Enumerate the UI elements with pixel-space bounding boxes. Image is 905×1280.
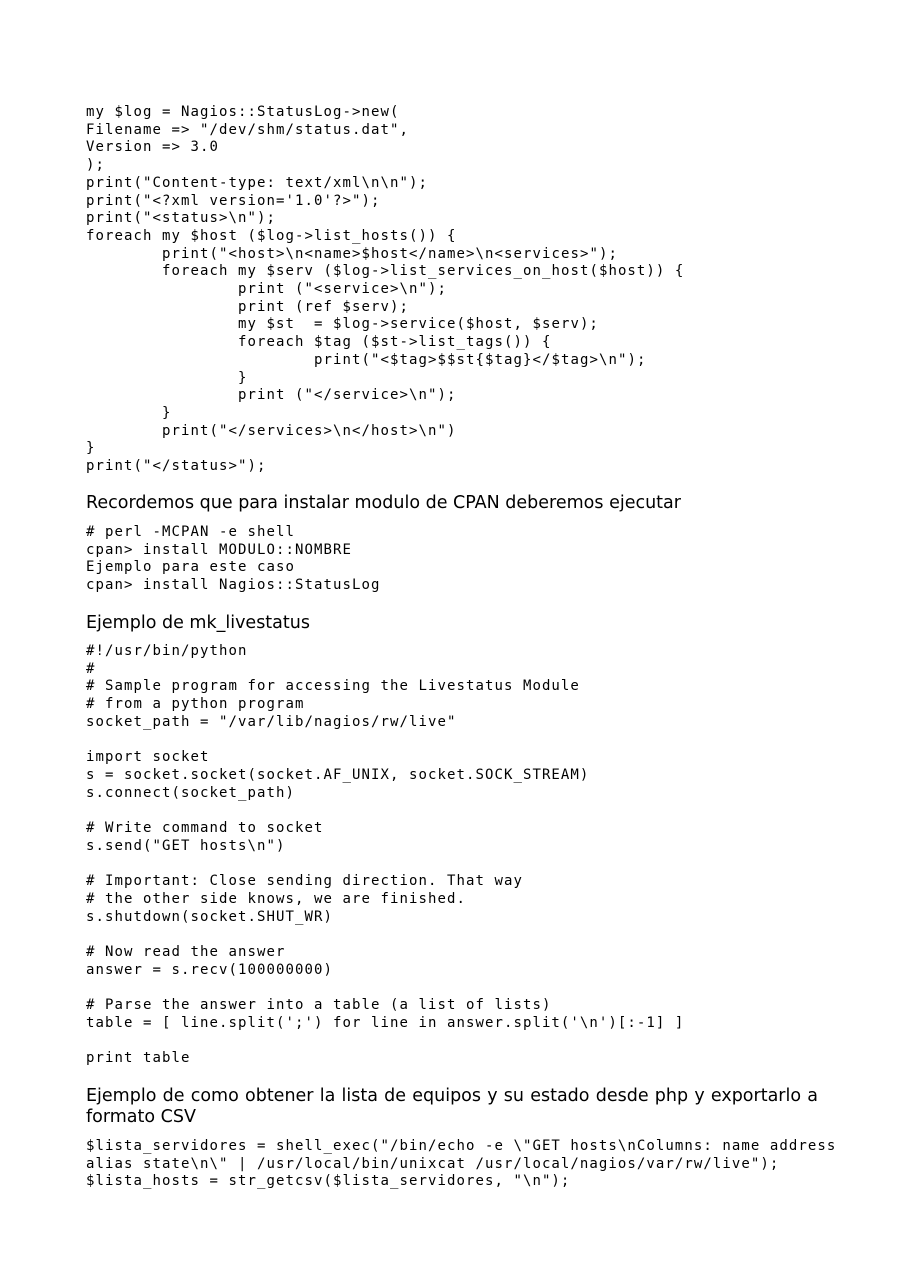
perl-code-block: my $log = Nagios::StatusLog->new( Filename => "/dev/shm/status.dat", Version => 3.0 ); print("Content-type: text/xml\n\n"); print("<?xml version='1.0'?>"); print("<status>\n"); foreach my $host ($log->list_hosts()) { print("<host>\n<name>$host</name>\n<services>"); foreach my $serv ($log->list_services_on_host($host)) { print ("<service>\n"); print (ref $serv); my $st = $log->service($host, $serv); foreach $tag ($st->list_tags()) { print("<$tag>$$st{$tag}</$tag>\n"); } print ("</service>\n"); } print("</services>\n</host>\n") } print("</status>"); xyxy=(86,104,685,475)
php-heading: Ejemplo de como obtener la lista de equipos y su estado desde php y exportarlo a formato CSV xyxy=(86,1086,818,1127)
cpan-code-block: # perl -MCPAN -e shell cpan> install MODULO::NOMBRE Ejemplo para este caso cpan> install Nagios::StatusLog xyxy=(86,524,381,594)
php-code-block: $lista_servidores = shell_exec("/bin/echo -e \"GET hosts\nColumns: name address alias state\n\" | /usr/local/bin/unixcat /usr/local/nagios/var/rw/live"); $lista_hosts = str_getcsv($lista_servidores, "\n"); xyxy=(86,1138,837,1190)
cpan-heading: Recordemos que para instalar modulo de CPAN deberemos ejecutar xyxy=(86,493,681,513)
python-code-block: #!/usr/bin/python # # Sample program for accessing the Livestatus Module # from a python program socket_path = "/var/lib/nagios/rw/live" import socket s = socket.socket(socket.AF_UNIX, socket.SOCK_STREAM) s.connect(socket_path) # Write command to socket s.send("GET hosts\n") # Important: Close sending direction. That way # the other side knows, we are finished. s.shutdown(socket.SHUT_WR) # Now read the answer answer = s.recv(100000000) # Parse the answer into a table (a list of lists) table = [ line.split(';') for line in answer.split('\n')[:-1] ] print table xyxy=(86,643,685,1067)
livestatus-heading: Ejemplo de mk_livestatus xyxy=(86,613,310,633)
